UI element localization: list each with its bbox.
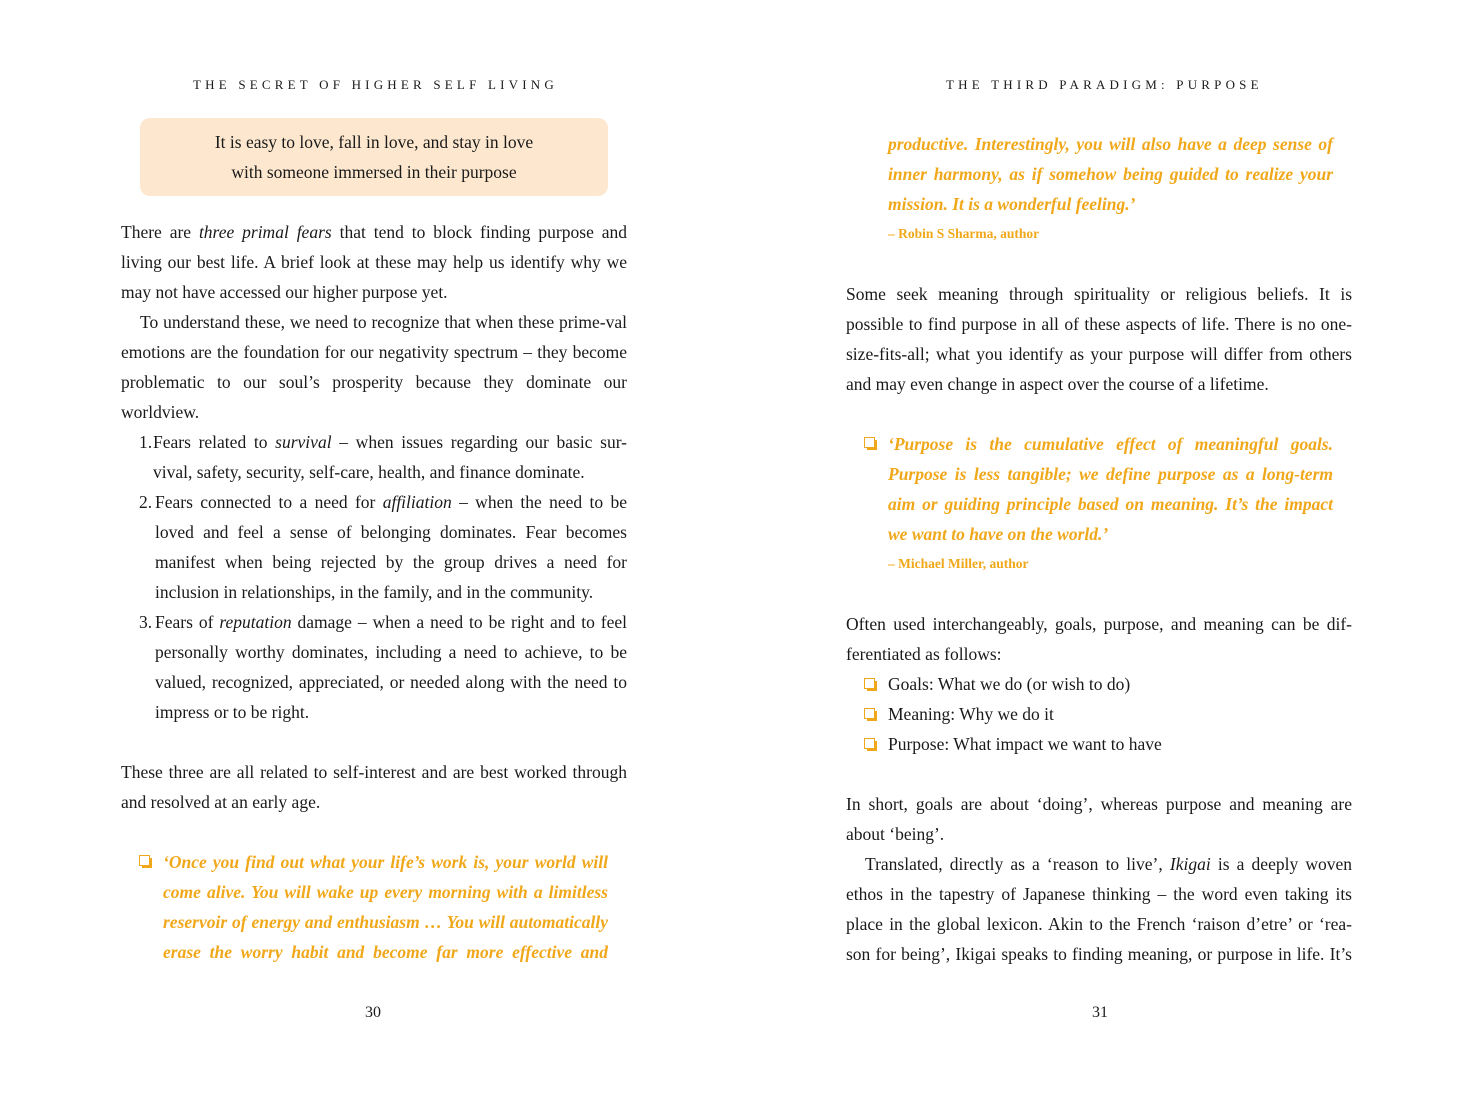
quote-attribution: – Michael Miller, author	[888, 556, 1029, 571]
callout-box	[140, 118, 608, 196]
callout-line: with someone immersed in their purpose	[231, 162, 517, 182]
paragraph: In short, goals are about ‘doing’, whereas purpose and meaning are about ‘being’.	[846, 794, 1352, 844]
list-item: Goals: What we do (or wish to do)	[846, 669, 1352, 699]
paragraph: These three are all related to self-interest and are best worked through and resolved at an early age.	[121, 762, 627, 812]
list-item: 2. Fears connected to a need for affiliation – when the need to be loved and feel a sense of belonging dominates. Fear becomes manifest when being rejected by the group drives a need for inclusion in relationships, in the family, and in the community.	[139, 492, 627, 602]
paragraph: There are three primal fears that tend to block finding purpose and living our best life. A brief look at these may help us identify why we may not have accessed our higher purpose yet.	[121, 222, 627, 302]
running-head: THE THIRD PARADIGM: PURPOSE	[946, 77, 1263, 92]
checkbox-bullet-icon	[864, 437, 875, 448]
fears-list	[121, 427, 627, 727]
pull-quote: ‘Purpose is the cumulative effect of meaningful goals. Purpose is less tangible; we define purpose as a long-term aim or guiding principle based on meaning. It’s the impact we want to have on the world.’ – Michael Miller, author	[846, 429, 1352, 579]
left-body	[121, 217, 627, 967]
paragraph: Often used interchangeably, goals, purpose, and meaning can be dif-ferentiated as follows:	[846, 614, 1352, 664]
checkbox-bullet-icon	[864, 738, 875, 749]
right-page	[737, 0, 1474, 1106]
list-item: 1. Fears related to survival – when issues regarding our basic sur-vival, safety, security, self-care, health, and finance dominate.	[139, 432, 627, 482]
quote-attribution: – Robin S Sharma, author	[888, 226, 1040, 241]
paragraph: To understand these, we need to recognize that when these prime-val emotions are the foundation for our negativity spectrum – they become problematic to our soul’s prosperity because they dominate our worldview.	[121, 312, 627, 422]
right-body	[846, 129, 1352, 969]
checkbox-bullet-icon	[139, 855, 150, 866]
page-number: 30	[365, 1004, 381, 1021]
checkbox-bullet-icon	[864, 678, 875, 689]
callout-line: It is easy to love, fall in love, and stay in love	[214, 132, 534, 152]
paragraph: Some seek meaning through spirituality or religious beliefs. It is possible to find purpose in all of these aspects of life. There is no one-size-fits-all; what you identify as your purpose will differ from others and may even change in aspect over the course of a lifetime.	[846, 284, 1352, 394]
pull-quote-continued: productive. Interestingly, you will also have a deep sense of inner harmony, as if somehow being guided to realize your mission. It is a wonderful feeling.’ – Robin S Sharma, author	[846, 129, 1352, 249]
definitions-list	[846, 669, 1352, 759]
paragraph: Translated, directly as a ‘reason to live’, Ikigai is a deeply woven ethos in the tapestry of Japanese thinking – the word even taking its place in the global lexicon. Akin to the French ‘raison d’etre’ or ‘rea-son for being’, Ikigai speaks to finding meaning, or purpose in life. It’s	[846, 854, 1352, 964]
checkbox-bullet-icon	[864, 708, 875, 719]
pull-quote: ‘Once you find out what your life’s work is, your world will come alive. You will wake up every morning with a limitless reservoir of energy and enthusiasm … You will automatically erase the worry habit and become far more effective and	[121, 847, 627, 967]
running-head: THE SECRET OF HIGHER SELF LIVING	[193, 77, 558, 92]
list-item: 3. Fears of reputation damage – when a need to be right and to feel personally worthy dominates, including a need to achieve, to be valued, recognized, appreciated, or needed along with the need to impress or to be right.	[139, 612, 627, 722]
list-item: Meaning: Why we do it	[846, 699, 1352, 729]
list-item: Purpose: What impact we want to have	[846, 729, 1352, 759]
page-number: 31	[1092, 1004, 1108, 1021]
